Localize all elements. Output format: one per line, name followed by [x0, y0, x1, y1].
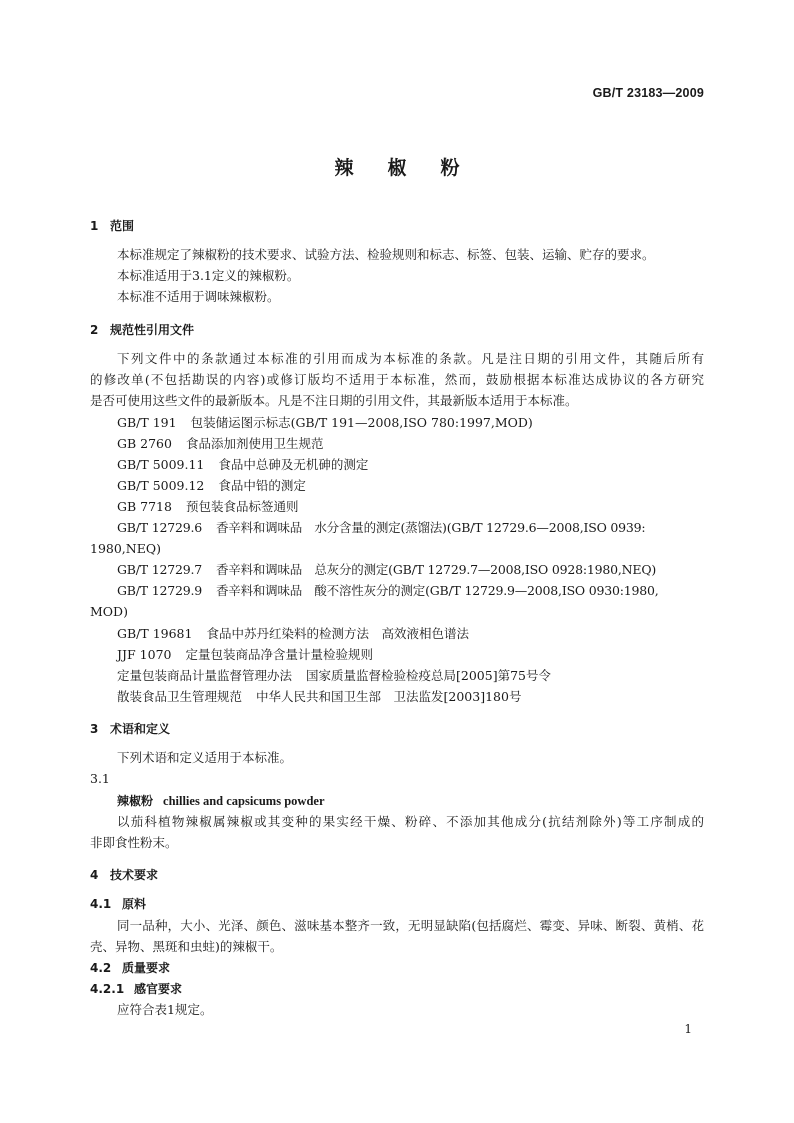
- reference-item: [90, 455, 704, 476]
- paragraph: 下列术语和定义适用于本标准。: [117, 750, 293, 765]
- paragraph: 应符合表1规定。: [117, 1002, 213, 1017]
- reference-code: GB/T 5009.11: [117, 457, 205, 472]
- reference-title: 包装储运图示标志(GB/T 191—2008,ISO 780:1997,MOD): [190, 415, 533, 430]
- reference-title: 食品中铅的测定: [218, 478, 306, 493]
- subsection-4-2-heading: [90, 958, 704, 979]
- paragraph-line: 的修改单(不包括勘误的内容)或修订版均不适用于本标准，然而，鼓励根据本标准达成协议的各方研究: [90, 372, 704, 387]
- paragraph: 本标准不适用于调味辣椒粉。: [117, 289, 280, 304]
- section-number: 2: [90, 323, 99, 337]
- reference-title: 食品中总砷及无机砷的测定: [218, 457, 369, 472]
- section-4-heading: [90, 865, 704, 886]
- reference-code: JJF 1070: [117, 647, 172, 662]
- reference-title: 国家质量监督检验检疫总局[2005]第75号令: [306, 668, 551, 683]
- reference-item: [90, 413, 704, 434]
- definition-line: 以茄科植物辣椒属辣椒或其变种的果实经干燥、粉碎、不添加其他成分(抗结剂除外)等工序制成的: [117, 814, 704, 829]
- subsection-title: 质量要求: [122, 961, 171, 975]
- paragraph-line: 同一品种，大小、光泽、颜色、滋味基本整齐一致，无明显缺陷(包括腐烂、霉变、异味、断裂、黄梢、花: [117, 918, 704, 933]
- subsection-number: 4.1: [90, 897, 112, 911]
- subsection-number: 4.2: [90, 961, 112, 975]
- subsection-4-1-heading: [90, 894, 704, 915]
- term-english: chillies and capsicums powder: [163, 794, 325, 808]
- reference-code: GB 2760: [117, 436, 172, 451]
- reference-code: GB/T 12729.7: [117, 562, 202, 577]
- reference-item: [90, 666, 704, 687]
- reference-item: [90, 645, 704, 666]
- reference-item: [90, 581, 704, 602]
- reference-continuation: MOD): [90, 604, 128, 619]
- reference-item: [90, 687, 704, 708]
- reference-item: [90, 434, 704, 455]
- section-number: 1: [90, 219, 99, 233]
- section-title: 规范性引用文件: [110, 323, 195, 337]
- section-number: 4: [90, 868, 99, 882]
- document-title: 辣椒粉: [334, 157, 494, 179]
- reference-code: GB/T 19681: [117, 626, 193, 641]
- section-number: 3: [90, 722, 99, 736]
- reference-code: GB/T 5009.12: [117, 478, 205, 493]
- reference-code: GB/T 12729.9: [117, 583, 202, 598]
- section-title: 范围: [110, 219, 135, 233]
- section-1-heading: [90, 216, 704, 237]
- reference-title: 中华人民共和国卫生部 卫法监发[2003]180号: [256, 689, 522, 704]
- subsection-number: 3.1: [90, 771, 110, 786]
- definition-line: 非即食性粉末。: [90, 835, 178, 850]
- standard-code: GB/T 23183—2009: [592, 86, 704, 100]
- reference-title: 食品添加剂使用卫生规范: [185, 436, 324, 451]
- subsection-4-2-1-heading: [90, 979, 704, 1000]
- subsection-title: 感官要求: [134, 982, 183, 996]
- paragraph-line: 是否可使用这些文件的最新版本。凡是不注日期的引用文件，其最新版本适用于本标准。: [90, 393, 578, 408]
- reference-code: GB/T 12729.6: [117, 520, 202, 535]
- reference-title: 定量包装商品净含量计量检验规则: [185, 647, 373, 662]
- reference-code: GB/T 191: [117, 415, 177, 430]
- paragraph-line: 壳、异物、黑斑和虫蛀)的辣椒干。: [90, 939, 283, 954]
- section-title: 技术要求: [110, 868, 159, 882]
- reference-code: 定量包装商品计量监督管理办法: [117, 668, 293, 683]
- reference-title: 香辛料和调味品 水分含量的测定(蒸馏法)(GB/T 12729.6—2008,ISO 0939:: [215, 520, 646, 535]
- reference-item: [90, 560, 704, 581]
- reference-item: [90, 518, 704, 539]
- reference-title: 香辛料和调味品 酸不溶性灰分的测定(GB/T 12729.9—2008,ISO 0930:1980,: [215, 583, 659, 598]
- reference-item: [90, 476, 704, 497]
- term-entry: [90, 791, 704, 812]
- paragraph-line: 下列文件中的条款通过本标准的引用而成为本标准的条款。凡是注日期的引用文件，其随后所有: [117, 351, 704, 366]
- reference-title: 香辛料和调味品 总灰分的测定(GB/T 12729.7—2008,ISO 0928:1980,NEQ): [215, 562, 657, 577]
- section-3-heading: [90, 719, 704, 740]
- term-chinese: 辣椒粉: [117, 794, 154, 808]
- reference-title: 食品中苏丹红染料的检测方法 高效液相色谱法: [206, 626, 469, 641]
- reference-title: 预包装食品标签通则: [185, 499, 299, 514]
- subsection-number: 4.2.1: [90, 982, 125, 996]
- paragraph: 本标准规定了辣椒粉的技术要求、试验方法、检验规则和标志、标签、包装、运输、贮存的要求。: [117, 247, 655, 262]
- reference-item: [90, 497, 704, 518]
- reference-code: GB 7718: [117, 499, 172, 514]
- reference-continuation: 1980,NEQ): [90, 541, 161, 556]
- section-2-heading: [90, 320, 704, 341]
- reference-item: [90, 624, 704, 645]
- paragraph: 本标准适用于3.1定义的辣椒粉。: [117, 268, 300, 283]
- subsection-title: 原料: [122, 897, 147, 911]
- section-title: 术语和定义: [110, 722, 171, 736]
- reference-code: 散装食品卫生管理规范: [117, 689, 243, 704]
- page-number: 1: [684, 1022, 692, 1036]
